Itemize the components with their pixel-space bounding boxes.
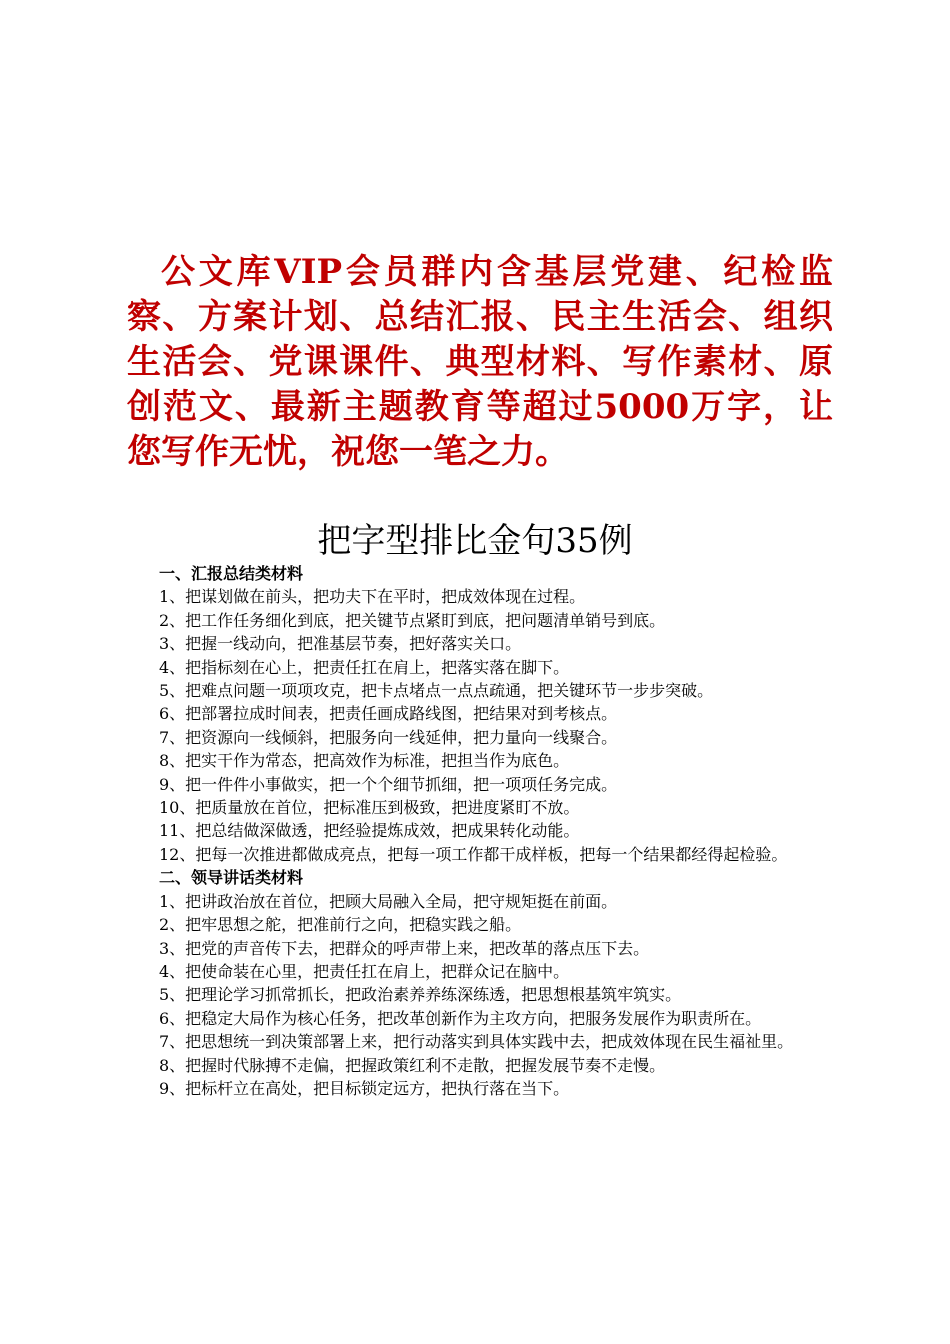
list-item: 8、把握时代脉搏不走偏，把握政策红利不走散，把握发展节奏不走慢。 bbox=[159, 1055, 666, 1075]
list-item: 8、把实干作为常态，把高效作为标准，把担当作为底色。 bbox=[159, 751, 570, 771]
list-item: 4、把使命装在心里，把责任扛在肩上，把群众记在脑中。 bbox=[159, 961, 570, 981]
list-item: 9、把一件件小事做实，把一个个细节抓细，把一项项任务完成。 bbox=[159, 774, 618, 794]
list-item: 3、把党的声音传下去，把群众的呼声带上来，把改革的落点压下去。 bbox=[159, 938, 650, 958]
list-item: 7、把资源向一线倾斜，把服务向一线延伸，把力量向一线聚合。 bbox=[159, 727, 618, 747]
list-item: 3、把握一线动向，把准基层节奏，把好落实关口。 bbox=[159, 634, 522, 654]
section-heading: 二、领导讲话类材料 bbox=[159, 868, 304, 888]
list-item: 12、把每一次推进都做成亮点，把每一项工作都干成样板，把每一个结果都经得起检验。 bbox=[159, 844, 788, 864]
list-item: 2、把牢思想之舵，把准前行之向，把稳实践之船。 bbox=[159, 915, 522, 935]
list-item: 6、把部署拉成时间表，把责任画成路线图，把结果对到考核点。 bbox=[159, 704, 618, 724]
list-item: 5、把难点问题一项项攻克，把卡点堵点一点点疏通，把关键环节一步步突破。 bbox=[159, 681, 714, 701]
document-title: 把字型排比金句35例 bbox=[317, 521, 633, 561]
list-item: 5、把理论学习抓常抓长，把政治素养养练深练透，把思想根基筑牢筑实。 bbox=[159, 985, 682, 1005]
list-item: 1、把谋划做在前头，把功夫下在平时，把成效体现在过程。 bbox=[159, 587, 586, 607]
list-item: 7、把思想统一到决策部署上来，把行动落实到具体实践中去，把成效体现在民生福祉里。 bbox=[159, 1032, 794, 1052]
list-item: 9、把标杆立在高处，把目标锁定远方，把执行落在当下。 bbox=[159, 1078, 570, 1098]
promo-paragraph: 公文库VIP会员群内含基层党建、纪检监察、方案计划、总结汇报、民主生活会、组织生活会、党课课件、典型材料、写作素材、原创范文、最新主题教育等超过5000万字，让您写作无忧，祝您一笔之力。 bbox=[127, 252, 833, 472]
list-item: 6、把稳定大局作为核心任务，把改革创新作为主攻方向，把服务发展作为职责所在。 bbox=[159, 1008, 762, 1028]
list-item: 10、把质量放在首位，把标准压到极致，把进度紧盯不放。 bbox=[159, 798, 580, 818]
list-item: 2、把工作任务细化到底，把关键节点紧盯到底，把问题清单销号到底。 bbox=[159, 610, 666, 630]
list-item: 4、把指标刻在心上，把责任扛在肩上，把落实落在脚下。 bbox=[159, 657, 570, 677]
list-item: 11、把总结做深做透，把经验提炼成效，把成果转化动能。 bbox=[159, 821, 580, 841]
document-body bbox=[127, 562, 833, 1100]
list-item: 1、把讲政治放在首位，把顾大局融入全局，把守规矩挺在前面。 bbox=[159, 891, 618, 911]
section-heading: 一、汇报总结类材料 bbox=[159, 564, 304, 583]
